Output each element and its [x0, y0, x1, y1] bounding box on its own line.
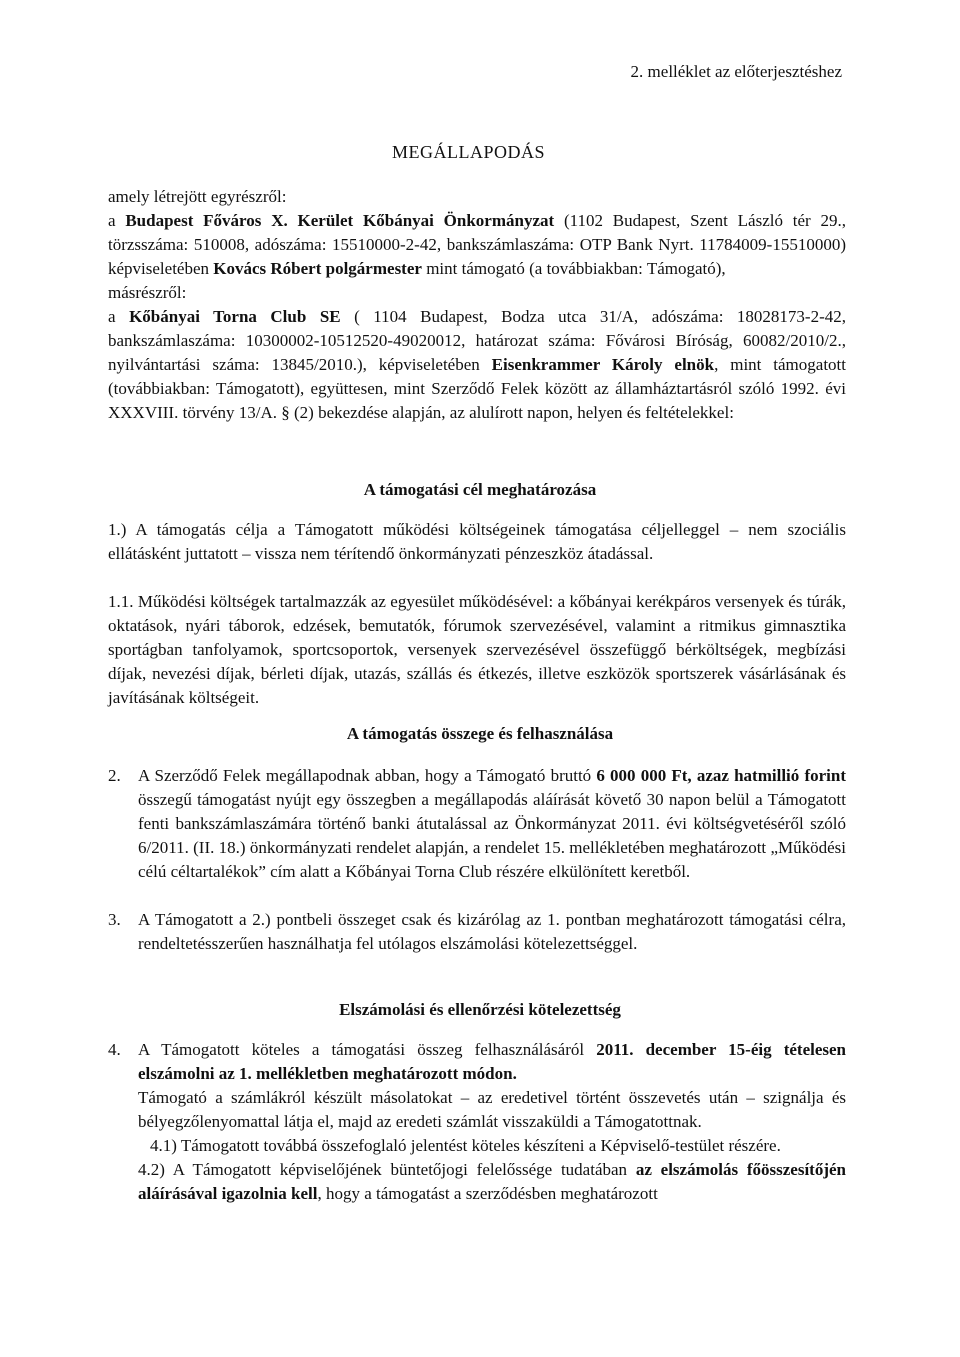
section-1-body: [108, 518, 846, 710]
item-4-1: 4.1) Támogatott továbbá összefoglaló jelentést köteles készíteni a Képviselő-testület részére.: [150, 1136, 781, 1155]
party-2-paragraph: a Kőbányai Torna Club SE ( 1104 Budapest, Bodza utca 31/A, adószáma: 18028173-2-42, bankszámlaszáma: 10300002-10512520-49020012, határozat száma: Fővárosi Bíróság, 60082/2010/2., nyilvántartási száma: 13845/2010.), képviseletében Eisenkrammer Károly elnök, mint támogatott (továbbiakban: Támogatott), együttesen, mint Szerződő Felek között az államháztartásról szóló 1992. évi XXXVIII. törvény 13/A. § (2) bekezdése alapján, az alulírott napon, helyen és feltételekkel:: [108, 307, 847, 422]
section-1-paragraph-1: 1.) A támogatás célja a Támogatott működési költségeinek támogatása céljelleggel – nem szociális ellátásként juttatott – vissza nem térítendő önkormányzati pénzeszköz átadással.: [108, 520, 846, 563]
annex-label: 2. melléklet az előterjesztéshez: [630, 62, 842, 81]
item-3: 3. A Támogatott a 2.) pontbeli összeget csak és kizárólag az 1. pontban meghatározott támogatási célra, rendeltetésszerűen használhatja fel utólagos elszámolási kötelezettséggel.: [108, 910, 846, 953]
party-2-representative: Eisenkrammer Károly elnök: [491, 355, 715, 374]
intro-line-2: másrészről:: [108, 283, 187, 302]
section-2-body: [108, 764, 846, 956]
parties-block: [108, 185, 846, 425]
signature-requirement: az elszámolás főösszesítőjén aláírásával igazolnia kell: [138, 1160, 846, 1203]
section-1-heading: A támogatási cél meghatározása: [363, 480, 597, 499]
party-1-name: Budapest Főváros X. Kerület Kőbányai Önkormányzat: [125, 211, 555, 230]
section-2-heading: A támogatás összege és felhasználása: [346, 724, 614, 743]
document-title: MEGÁLLAPODÁS: [392, 142, 546, 162]
deadline: 2011. december 15-éig tételesen elszámolni az 1. mellékletben meghatározott módon.: [138, 1040, 847, 1083]
item-4-paragraph-2: Támogató a számlákról készült másolatokat – az eredetivel történt összevetés után – szignálja és bélyegzőlenyomattal látja el, majd az eredeti számlát visszaküldi a Támogatottnak.: [138, 1088, 846, 1131]
item-2: 2. A Szerződő Felek megállapodnak abban, hogy a Támogató bruttó 6 000 000 Ft, azaz hatmillió forint összegű támogatást nyújt egy összegben a megállapodás aláírását követő 30 napon belül a Támogatott fenti bankszámlaszámára történő banki átutalással az Önkormányzat 2011. évi költségvetéséről szóló 6/2011. (II. 18.) önkormányzati rendelet alapján, a rendelet 15. mellékletében meghatározott „Működési célú céltartalékok” cím alatt a Kőbányai Torna Club részére elkülönített keretből.: [108, 766, 846, 881]
section-3-body: [108, 1038, 846, 1206]
section-3-heading: Elszámolási és ellenőrzési kötelezettség: [339, 1000, 621, 1019]
intro-line-1: amely létrejött egyrészről:: [108, 187, 287, 206]
party-1-paragraph: a Budapest Főváros X. Kerület Kőbányai Önkormányzat (1102 Budapest, Szent László tér 29., törzsszáma: 510008, adószáma: 15510000-2-42, bankszámlaszáma: OTP Bank Nyrt. 11784009-15510000) képviseletében Kovács Róbert polgármester mint támogató (a továbbiakban: Támogató),: [108, 211, 847, 278]
item-4: 4. A Támogatott köteles a támogatási összeg felhasználásáról 2011. december 15-éig tételesen elszámolni az 1. mellékletben meghatározott módon.: [108, 1040, 847, 1083]
party-2-name: Kőbányai Torna Club SE: [129, 307, 341, 326]
amount: 6 000 000 Ft, azaz hatmillió forint: [596, 766, 846, 785]
party-1-representative: Kovács Róbert polgármester: [213, 259, 422, 278]
section-1-paragraph-2: 1.1. Működési költségek tartalmazzák az egyesület működésével: a kőbányai kerékpáros versenyek és túrák, oktatások, nyári táborok, edzések, bemutatók, fórumok szervezésével, valamint a ritmikus gimnasztika sportágban tanfolyamok, sportcsoportok, versenyek szervezésével összefüggő bérköltségek, megbízási díjak, nevezési díjak, bérleti díjak, utazás, szállás és étkezés, illetve eszközök sportszerek vásárlásának és javításának költségeit.: [108, 592, 846, 707]
item-4-2: 4.2) A Támogatott képviselőjének büntetőjogi felelőssége tudatában az elszámolás főösszesítőjén aláírásával igazolnia kell, hogy a támogatást a szerződésben meghatározott: [138, 1160, 846, 1203]
